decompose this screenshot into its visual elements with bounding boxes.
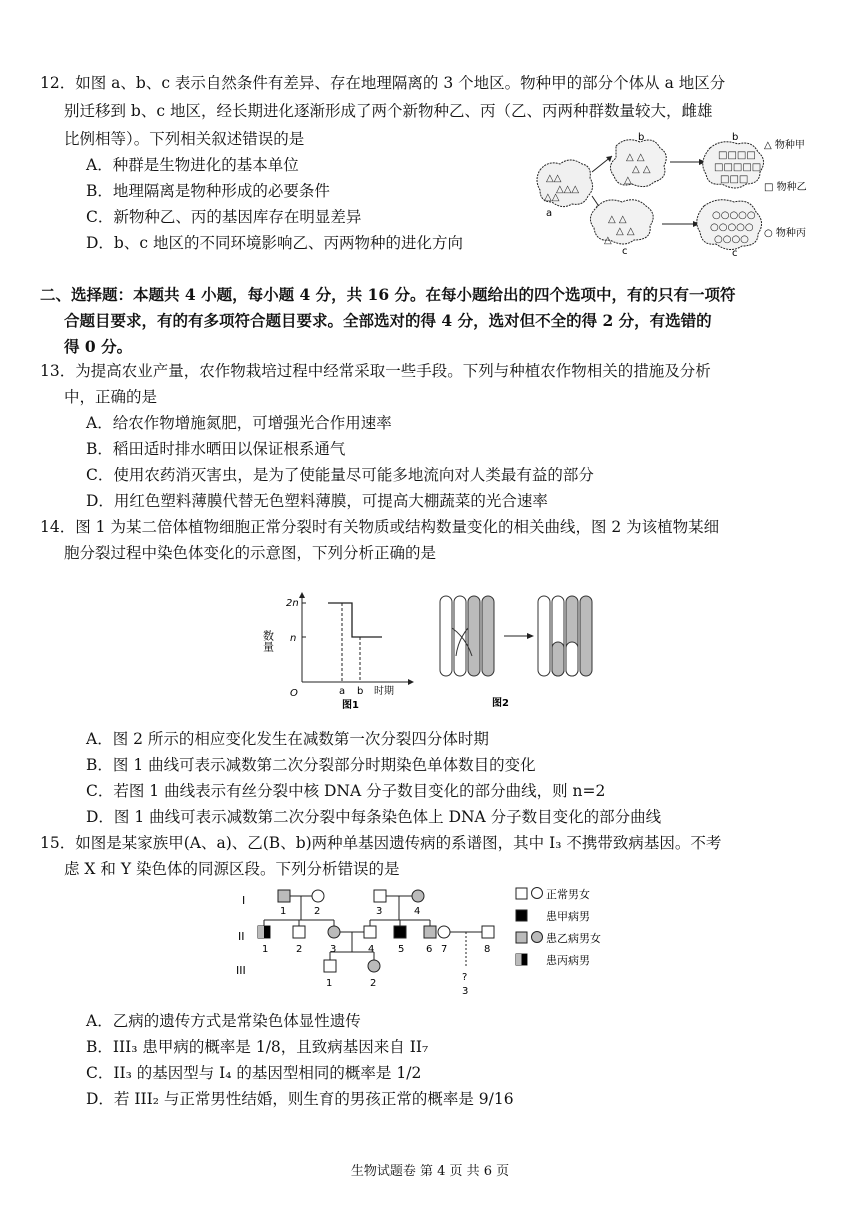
q15-stem-line2: 虑 X 和 Y 染色体的同源区段。下列分析错误的是 xyxy=(64,860,400,878)
svg-text:△ △: △ △ xyxy=(626,152,645,163)
svg-text:3: 3 xyxy=(462,986,469,997)
page-footer: 生物试题卷 第 4 页 共 6 页 xyxy=(350,1164,510,1179)
q13-stem-line2: 中，正确的是 xyxy=(64,388,158,406)
q12-label-a: a xyxy=(546,208,553,219)
svg-text:△ △: △ △ xyxy=(608,214,627,225)
svg-text:□□□: □□□ xyxy=(720,174,749,185)
legend-jia: 患甲病男 xyxy=(546,910,590,923)
svg-text:6: 6 xyxy=(426,944,433,955)
q14-option-a: A．图 2 所示的相应变化发生在减数第一次分裂四分体时期 xyxy=(86,730,489,748)
q13-option-b: B．稻田适时排水晒田以保证根系通气 xyxy=(86,440,346,458)
pedigree-gen-2: II xyxy=(238,930,245,943)
legend-normal: 正常男女 xyxy=(546,888,590,901)
q14-option-b: B．图 1 曲线可表示减数第二次分裂部分时期染色单体数目的变化 xyxy=(86,756,536,774)
section2-heading-line1: 二、选择题：本题共 4 小题，每小题 4 分，共 16 分。在每小题给出的四个选项中，有的只有一项符 xyxy=(40,285,736,304)
q14-figure1-graph xyxy=(262,586,420,710)
q15-option-d: D．若 III₂ 与正常男性结婚，则生育的男孩正常的概率是 9/16 xyxy=(86,1090,514,1108)
q12-legend-jia: △ 物种甲 xyxy=(764,140,805,151)
q12-option-d: D．b、c 地区的不同环境影响乙、丙两物种的进化方向 xyxy=(86,234,463,252)
q14-fig1-origin: O xyxy=(290,688,298,699)
q12-stem-line2: 别迁移到 b、c 地区，经长期进化逐渐形成了两个新物种乙、丙（乙、丙两种群数量较大，雌雄 xyxy=(64,102,713,120)
svg-text:5: 5 xyxy=(398,944,405,955)
svg-text:□□□□: □□□□ xyxy=(718,150,756,161)
svg-text:△ △: △ △ xyxy=(616,226,635,237)
q12-legend-yi: □ 物种乙 xyxy=(764,182,807,193)
q12-stem-line1: 12．如图 a、b、c 表示自然条件有差异、存在地理隔离的 3 个地区。物种甲的部分个体从 a 地区分 xyxy=(40,74,726,92)
q12-label-b2: b xyxy=(732,132,739,143)
q15-option-a: A．乙病的遗传方式是常染色体显性遗传 xyxy=(86,1012,361,1030)
q14-stem-line1: 14．图 1 为某二倍体植物细胞正常分裂时有关物质或结构数量变化的相关曲线，图 2 为该植物某细 xyxy=(40,518,720,536)
svg-text:△: △ xyxy=(604,235,612,246)
q14-fig1-xlabel: 时期 xyxy=(374,686,394,697)
q14-fig2-caption: 图2 xyxy=(492,698,509,709)
pedigree-gen-3: III xyxy=(236,964,246,977)
svg-text:△△: △△ xyxy=(544,192,560,203)
svg-text:3: 3 xyxy=(376,906,383,917)
section2-heading-line2: 合题目要求，有的有多项符合题目要求。全部选对的得 4 分，选对但不全的得 2 分，有选错的 xyxy=(64,311,712,330)
svg-text:1: 1 xyxy=(262,944,269,955)
svg-text:○○○○○: ○○○○○ xyxy=(710,222,754,233)
svg-text:3: 3 xyxy=(330,944,337,955)
svg-text:8: 8 xyxy=(484,944,491,955)
q14-fig1-ylabel: 数量 xyxy=(262,630,275,652)
q14-fig1-caption: 图1 xyxy=(342,700,359,710)
svg-text:△ △: △ △ xyxy=(632,164,651,175)
legend-yi: 患乙病男女 xyxy=(546,932,601,945)
q13-stem-line1: 13．为提高农业产量，农作物栽培过程中经常采取一些手段。下列与种植农作物相关的措施及分析 xyxy=(40,362,711,380)
legend-bing: 患丙病男 xyxy=(546,954,590,967)
q12-option-b: B．地理隔离是物种形成的必要条件 xyxy=(86,182,330,200)
q13-option-a: A．给农作物增施氮肥，可增强光合作用速率 xyxy=(86,414,392,432)
svg-text:2: 2 xyxy=(314,906,321,917)
svg-text:1: 1 xyxy=(280,906,287,917)
svg-text:7: 7 xyxy=(441,944,448,955)
q12-label-b1: b xyxy=(638,132,645,143)
q15-option-b: B．III₃ 患甲病的概率是 1/8，且致病基因来自 II₇ xyxy=(86,1038,429,1056)
section2-heading-line3: 得 0 分。 xyxy=(64,337,133,356)
svg-text:1: 1 xyxy=(326,978,333,989)
svg-text:△△△: △△△ xyxy=(556,184,580,195)
q15-pedigree-chart xyxy=(234,882,624,1002)
q12-stem-line3: 比例相等）。下列相关叙述错误的是 xyxy=(64,130,305,148)
svg-text:2: 2 xyxy=(296,944,303,955)
q14-figure2-chromosomes xyxy=(432,592,602,710)
q15-stem-line1: 15．如图是某家族甲(A、a)、乙(B、b)两种单基因遗传病的系谱图，其中 I₃ 不携带致病基因。不考 xyxy=(40,834,722,852)
svg-text:△: △ xyxy=(624,175,632,186)
q13-option-c: C．使用农药消灭害虫，是为了使能量尽可能多地流向对人类最有益的部分 xyxy=(86,466,594,484)
q14-stem-line2: 胞分裂过程中染色体变化的示意图，下列分析正确的是 xyxy=(64,544,437,562)
q12-label-c1: c xyxy=(622,246,628,257)
q15-option-c: C．II₃ 的基因型与 I₄ 的基因型相同的概率是 1/2 xyxy=(86,1064,422,1082)
q14-option-c: C．若图 1 曲线表示有丝分裂中核 DNA 分子数目变化的部分曲线，则 n=2 xyxy=(86,782,606,800)
svg-text:○○○○: ○○○○ xyxy=(714,234,749,245)
svg-text:2: 2 xyxy=(370,978,377,989)
q12-option-a: A．种群是生物进化的基本单位 xyxy=(86,156,299,174)
pedigree-question-mark: ? xyxy=(462,972,468,983)
q14-fig1-xa: a xyxy=(339,686,346,697)
q13-option-d: D．用红色塑料薄膜代替无色塑料薄膜，可提高大棚蔬菜的光合速率 xyxy=(86,492,548,510)
svg-text:4: 4 xyxy=(368,944,375,955)
svg-text:○○○○○: ○○○○○ xyxy=(712,210,756,221)
pedigree-gen-1: I xyxy=(242,894,246,907)
svg-text:△△: △△ xyxy=(546,173,562,184)
q14-fig1-xb: b xyxy=(357,686,364,697)
svg-text:4: 4 xyxy=(414,906,421,917)
q12-label-c2: c xyxy=(732,248,738,258)
q12-speciation-figure xyxy=(526,126,826,258)
q14-fig1-yn: n xyxy=(290,633,297,644)
q12-option-c: C．新物种乙、丙的基因库存在明显差异 xyxy=(86,208,362,226)
svg-text:□□□□□: □□□□□ xyxy=(714,162,762,173)
q12-legend-bing: ○ 物种丙 xyxy=(764,228,806,239)
q14-option-d: D．图 1 曲线可表示减数第二次分裂中每条染色体上 DNA 分子数目变化的部分曲线 xyxy=(86,808,662,826)
q14-fig1-y2n: 2n xyxy=(286,598,299,609)
